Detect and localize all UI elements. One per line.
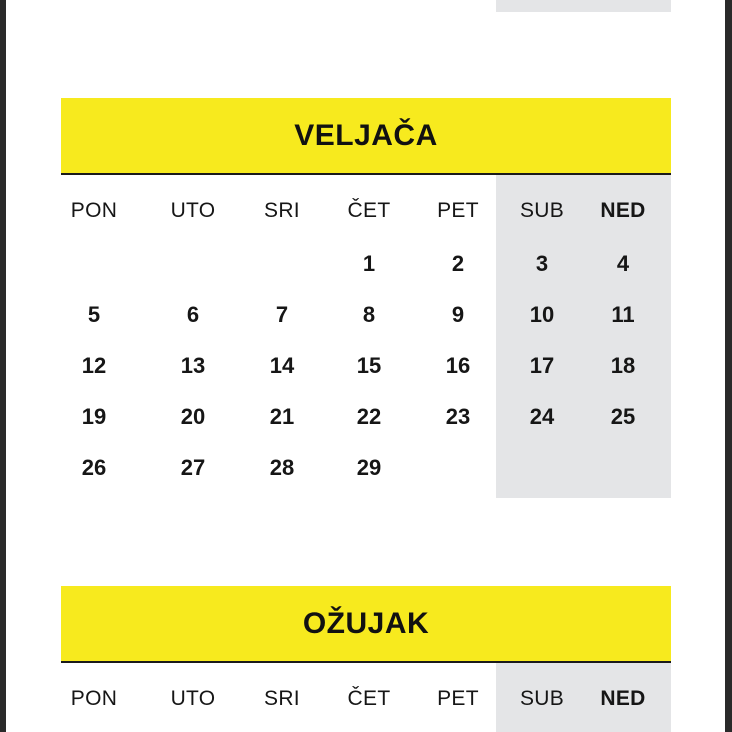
weekday-label: NED — [600, 687, 646, 710]
day-cell: 7 — [275, 302, 289, 327]
weekday-label: SRI — [264, 687, 300, 710]
day-cell: 10 — [529, 302, 555, 327]
day-cell: 17 — [529, 353, 555, 378]
weekday-label: PON — [70, 687, 118, 710]
weekday-label: PET — [437, 199, 479, 222]
day-cell: 9 — [451, 302, 465, 327]
day-cell: 29 — [356, 455, 382, 480]
month-title: OŽUJAK — [302, 606, 430, 640]
month-header — [61, 98, 671, 175]
weekday-label: UTO — [170, 687, 216, 710]
calendar-page — [6, 0, 725, 732]
weekday-label: ČET — [347, 687, 391, 710]
calendar-grid — [61, 663, 671, 732]
day-cell: 11 — [611, 302, 635, 327]
day-cell: 20 — [180, 404, 206, 429]
month-header — [61, 586, 671, 663]
weekday-label: SUB — [519, 199, 565, 222]
month-veljaca — [61, 98, 671, 498]
weekday-label: PON — [70, 199, 118, 222]
day-cell: 1 — [362, 251, 376, 276]
day-cell: 8 — [362, 302, 376, 327]
day-cell: 23 — [445, 404, 471, 429]
day-cell: 4 — [616, 251, 630, 276]
weekday-label: SUB — [519, 687, 565, 710]
day-cell: 3 — [535, 251, 549, 276]
weekday-label: SRI — [264, 199, 300, 222]
weekday-label: ČET — [347, 199, 391, 222]
day-cell: 26 — [81, 455, 107, 480]
weekend-column-background — [496, 175, 671, 498]
day-cell: 2 — [451, 251, 465, 276]
weekday-label: NED — [600, 199, 646, 222]
weekday-label: UTO — [170, 199, 216, 222]
day-cell: 16 — [445, 353, 471, 378]
day-cell: 5 — [87, 302, 101, 327]
day-cell: 13 — [180, 353, 206, 378]
day-cell: 19 — [81, 404, 107, 429]
month-title: VELJAČA — [294, 118, 438, 152]
day-cell: 15 — [356, 353, 382, 378]
day-cell: 28 — [269, 455, 295, 480]
day-cell: 18 — [610, 353, 636, 378]
previous-month-weekend-strip — [496, 0, 671, 12]
day-cell: 12 — [81, 353, 107, 378]
day-cell: 21 — [269, 404, 295, 429]
day-cell: 6 — [186, 302, 200, 327]
calendar-grid — [61, 175, 671, 498]
weekday-label: PET — [437, 687, 479, 710]
day-cell: 25 — [610, 404, 636, 429]
day-cell: 14 — [269, 353, 295, 378]
day-cell: 27 — [180, 455, 206, 480]
day-cell: 24 — [529, 404, 555, 429]
day-cell: 22 — [356, 404, 382, 429]
month-ozujak — [61, 586, 671, 732]
